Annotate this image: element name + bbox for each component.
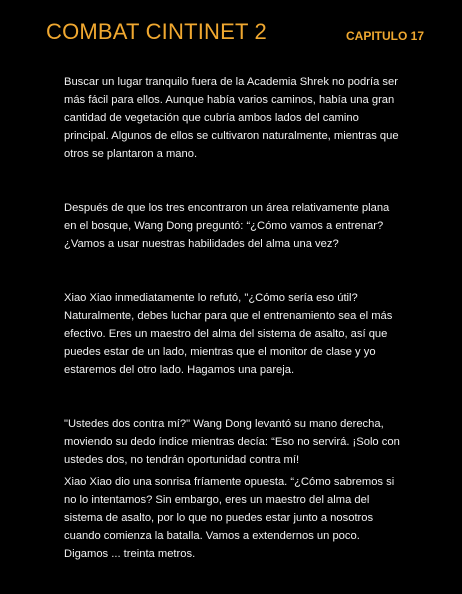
paragraph-4: "Ustedes dos contra mí?" Wang Dong levantó su mano derecha, moviendo su dedo índice mientras decía: “Eso no servirá. ¡Solo con ustedes dos, no tendrán oportunidad contra mí! <box>64 418 400 466</box>
book-title: COMBAT CINTINET 2 <box>46 19 267 44</box>
paragraph-5: Xiao Xiao dio una sonrisa fríamente opuesta. “¿Cómo sabremos si no lo intentamos? Sin embargo, eres un maestro del alma del sistema de asalto, por lo que no puedes estar junto a nosotros cuando comienza la batalla. Vamos a extendernos un poco. Digamos ... treinta metros. <box>64 476 395 560</box>
chapter-body <box>64 73 404 563</box>
paragraph-3: Xiao Xiao inmediatamente lo refutó, "¿Cómo sería eso útil? Naturalmente, debes luchar para que el entrenamiento sea el más efectivo. Eres un maestro del alma del sistema de asalto, así que puedes estar de un lado, mientras que el monitor de clase y yo estaremos del otro lado. Hagamos una pareja. <box>64 292 393 376</box>
paragraph-2: Después de que los tres encontraron un área relativamente plana en el bosque, Wang Dong preguntó: “¿Cómo vamos a entrenar? ¿Vamos a usar nuestras habilidades del alma una vez? <box>64 202 390 250</box>
paragraph-1: Buscar un lugar tranquilo fuera de la Academia Shrek no podría ser más fácil para ellos. Aunque había varios caminos, había una gran cantidad de vegetación que cubría ambos lados del camino principal. Algunos de ellos se cultivaron naturalmente, mientras que otros se plantaron a mano. <box>64 76 399 160</box>
paragraph-spacer <box>64 253 404 289</box>
paragraph-spacer <box>64 163 404 199</box>
chapter-label: CAPITULO 17 <box>346 29 425 43</box>
paragraph-spacer <box>64 379 404 415</box>
